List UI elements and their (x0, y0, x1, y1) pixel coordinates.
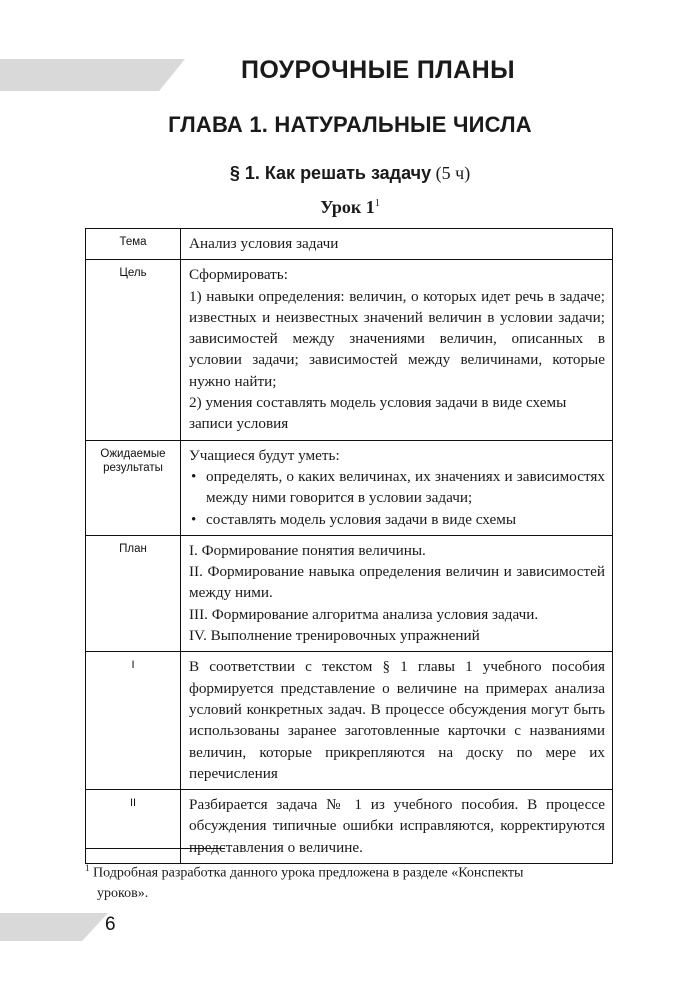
row-content-ozhidaemye-rezultaty (181, 440, 613, 535)
footnote-separator (85, 848, 225, 849)
section-hours-value: (5 ч) (435, 163, 471, 183)
row-label-tema: Тема (86, 229, 181, 260)
paragraph: I. Формирование понятия величины. (189, 541, 426, 559)
page-number-accent-band (0, 913, 108, 941)
table-row (86, 790, 613, 864)
lesson-title-text: Урок 1 (320, 197, 375, 217)
expected-results-list (189, 466, 605, 530)
paragraph: IV. Выполнение тренировочных упражнений (189, 627, 480, 645)
row-label-cel: Цель (86, 260, 181, 440)
page-number: 6 (105, 914, 116, 935)
list-item: • определять, о каких величинах, их значениях и зависимостях между ними говорится в условии задачи; (189, 466, 605, 509)
footnote-marker: 1 (85, 863, 90, 873)
footnote (85, 858, 613, 905)
row-label-ozhidaemye-rezultaty: Ожидаемые результаты (86, 440, 181, 535)
row-label-stage-1: I (86, 652, 181, 790)
row-content-tema (181, 229, 613, 260)
lesson-plan-table (85, 228, 613, 864)
row-content-stage-1 (181, 652, 613, 790)
table-row (86, 440, 613, 535)
paragraph: Анализ условия задачи (189, 235, 339, 252)
paragraph: Учащиеся будут уметь: (189, 446, 340, 464)
footnote-text-line-2: уроков». (97, 886, 149, 902)
table-row (86, 260, 613, 440)
section-heading (0, 163, 700, 185)
row-content-cel (181, 260, 613, 440)
row-content-plan (181, 535, 613, 651)
table-row (86, 652, 613, 790)
paragraph: Сформировать: (189, 266, 288, 284)
chapter-heading: ГЛАВА 1. НАТУРАЛЬНЫЕ ЧИСЛА (168, 112, 532, 137)
list-item: • составлять модель условия задачи в виде схемы (189, 509, 605, 530)
row-label-stage-2: II (86, 790, 181, 864)
table-row (86, 535, 613, 651)
paragraph: 2) умения составлять модель условия задачи в виде схемы записи условия (189, 394, 567, 433)
paragraph: 1) навыки определения: величин, о которых идет речь в задаче; известных и неизвестных значений величин в условии задачи; зависимостей между значениями величин, описанных в условии задачи; зависимостей между величинами, которые нужно найти; (189, 287, 605, 390)
lesson-footnote-marker: 1 (374, 198, 380, 209)
paragraph: В соответствии с текстом § 1 главы 1 учебного пособия формируется представление о величине на примерах анализа условий конкретных задач. В процессе обсуждения могут быть использованы заранее заготовленные карточки с названиями величин, которые прикрепляются на доску по мере их перечисления (189, 658, 605, 782)
row-content-stage-2 (181, 790, 613, 864)
paragraph: III. Формирование алгоритма анализа условия задачи. (189, 605, 539, 623)
row-label-plan: План (86, 535, 181, 651)
paragraph: Разбирается задача № 1 из учебного пособия. В процессе обсуждения типичные ошибки исправляются, корректируются представления о величине. (189, 796, 605, 856)
section-label: § 1. Как решать задачу (229, 163, 432, 183)
paragraph: II. Формирование навыка определения величин и зависимостей между ними. (189, 563, 605, 602)
lesson-heading (0, 197, 700, 218)
page-title: ПОУРОЧНЫЕ ПЛАНЫ (241, 56, 515, 84)
footnote-text-line-1: Подробная разработка данного урока предложена в разделе «Конспекты (93, 865, 524, 881)
table-row (86, 229, 613, 260)
